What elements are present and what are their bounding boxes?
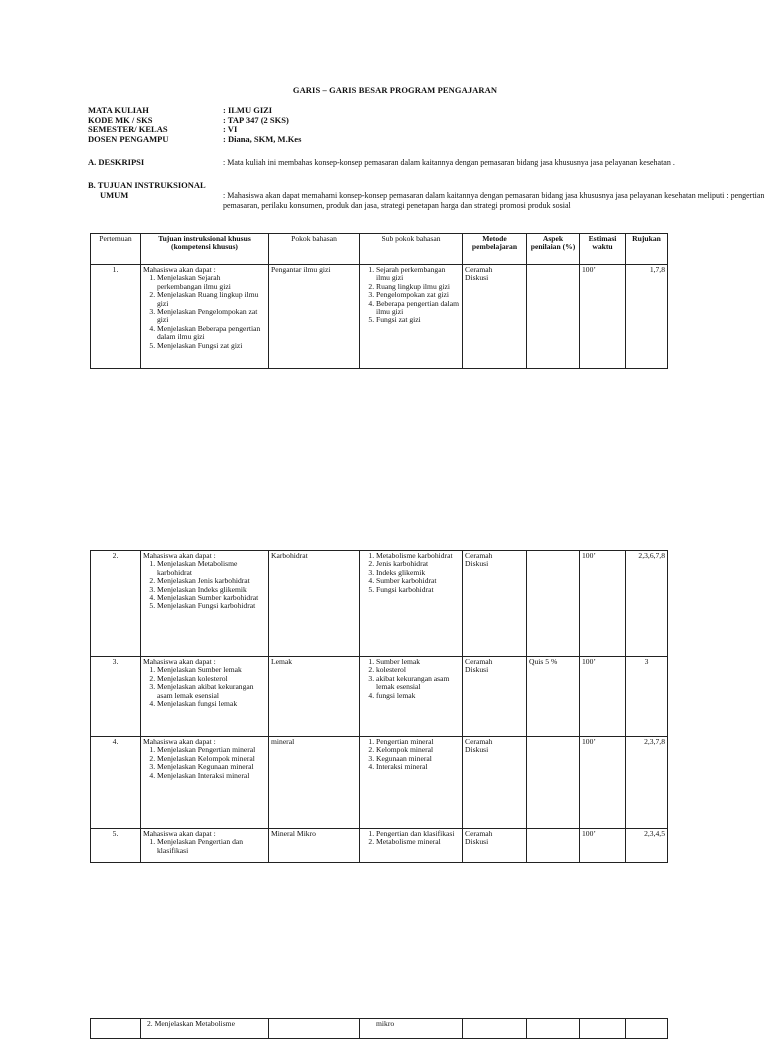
- cell-metode: [463, 737, 527, 829]
- section-heading-line: B. TUJUAN INSTRUKSIONAL: [88, 180, 206, 190]
- cell-estimasi: [580, 1019, 626, 1039]
- list-item: 3. Menjelaskan Indeks glikemik: [157, 586, 266, 594]
- list-item: 4. Sumber karbohidrat: [376, 577, 460, 585]
- cell-aspek: [527, 737, 580, 829]
- tujuan-intro: Mahasiswa akan dapat :: [143, 829, 216, 838]
- list-item: 5. Menjelaskan Fungsi zat gizi: [157, 342, 266, 350]
- cell-sub-pokok: [360, 829, 463, 863]
- cell-rujukan: [626, 1019, 668, 1039]
- list-item: 2. Jenis karbohidrat: [376, 560, 460, 568]
- list-item: 4. Beberapa pengertian dalam ilmu gizi: [376, 300, 460, 317]
- section-heading: A. DESKRIPSI: [88, 157, 145, 167]
- table-row: [91, 737, 668, 829]
- list-item: 5. Menjelaskan Fungsi karbohidrat: [157, 602, 266, 610]
- list-item: 4. fungsi lemak: [376, 692, 460, 700]
- list-item: 4. Menjelaskan Interaksi mineral: [157, 772, 266, 780]
- list-item: 2. kolesterol: [376, 666, 460, 674]
- list-item: 2. Menjelaskan Jenis karbohidrat: [157, 577, 266, 585]
- cell-pertemuan: 5.: [91, 829, 141, 863]
- cell-pertemuan: 1.: [91, 265, 141, 369]
- document-title: GARIS – GARIS BESAR PROGRAM PENGAJARAN: [292, 85, 498, 95]
- tujuan-cut: 2. Menjelaskan Metabolisme: [147, 1019, 235, 1028]
- cell-metode: [463, 657, 527, 737]
- list-item: 3. Menjelaskan Kegunaan mineral: [157, 763, 266, 771]
- tujuan-intro: Mahasiswa akan dapat :: [143, 657, 216, 666]
- cell-pokok: Lemak: [269, 657, 360, 737]
- list-item: 1. Sejarah perkembangan ilmu gizi: [376, 266, 460, 283]
- cell-aspek: [527, 265, 580, 369]
- table-row: [91, 657, 668, 737]
- table-row: [91, 265, 668, 369]
- info-value: : Diana, SKM, M.Kes: [223, 133, 302, 144]
- metode-item: Ceramah: [465, 265, 493, 274]
- list-item: 3. Indeks glikemik: [376, 569, 460, 577]
- list-item: 1. Menjelaskan Sejarah perkembangan ilmu gizi: [157, 274, 266, 291]
- tujuan-intro: Mahasiswa akan dapat :: [143, 737, 216, 746]
- cell-metode: [463, 551, 527, 657]
- list-item: 3. akibat kekurangan asam lemak esensial: [376, 675, 460, 692]
- list-item: 4. Interaksi mineral: [376, 763, 460, 771]
- cell-sub-pokok: [360, 657, 463, 737]
- cell-rujukan: 3: [626, 657, 668, 737]
- syllabus-table-part-2: [90, 550, 668, 863]
- tujuan-intro: Mahasiswa akan dapat :: [143, 551, 216, 560]
- metode-item: Diskusi: [465, 559, 489, 569]
- cell-tujuan: [141, 1019, 269, 1039]
- cell-sub-pokok: [360, 1019, 463, 1039]
- metode-item: Ceramah: [465, 737, 493, 746]
- metode-item: Diskusi: [465, 837, 489, 847]
- list-item: 1. Pengertian mineral: [376, 738, 460, 746]
- list-item: 2. Ruang lingkup ilmu gizi: [376, 283, 460, 291]
- cell-pokok: [269, 1019, 360, 1039]
- list-item: 5. Fungsi karbohidrat: [376, 586, 460, 594]
- header-metode: Metode pembelajaran: [463, 234, 527, 265]
- info-label: MATA KULIAH: [88, 105, 149, 115]
- section-deskripsi: [88, 158, 708, 180]
- table-row: [91, 551, 668, 657]
- cell-aspek: [527, 1019, 580, 1039]
- cell-sub-pokok: [360, 265, 463, 369]
- list-item: 2. Metabolisme mineral: [376, 838, 460, 846]
- list-item: 1. Sumber lemak: [376, 658, 460, 666]
- list-item: 3. Menjelaskan akibat kekurangan asam lemak esensial: [157, 683, 266, 700]
- info-label: KODE MK / SKS: [88, 114, 153, 125]
- list-item: 1. Menjelaskan Sumber lemak: [157, 666, 266, 674]
- metode-item: Diskusi: [465, 745, 489, 755]
- cell-rujukan: 2,3,4,5: [626, 829, 668, 863]
- cell-pokok: Pengantar ilmu gizi: [269, 265, 360, 369]
- list-item: 4. Menjelaskan Beberapa pengertian dalam ilmu gizi: [157, 325, 266, 342]
- list-item: 2. Menjelaskan kolesterol: [157, 675, 266, 683]
- metode-item: Diskusi: [465, 665, 489, 675]
- cell-tujuan: [141, 737, 269, 829]
- info-value: : VI: [223, 124, 238, 134]
- list-item: 3. Kegunaan mineral: [376, 755, 460, 763]
- syllabus-table-part-3: [90, 1018, 668, 1039]
- course-info: [88, 106, 301, 144]
- cell-sub-pokok: [360, 551, 463, 657]
- metode-item: Diskusi: [465, 273, 489, 283]
- info-value: : ILMU GIZI: [223, 105, 273, 115]
- list-item: 1. Menjelaskan Metabolisme karbohidrat: [157, 560, 266, 577]
- cell-estimasi: 100’: [580, 265, 626, 369]
- section-heading: [88, 181, 223, 200]
- header-pokok: Pokok bahasan: [269, 234, 360, 265]
- syllabus-table-part-1: [90, 233, 668, 369]
- list-item: 1. Metabolisme karbohidrat: [376, 552, 460, 560]
- cell-estimasi: 100’: [580, 551, 626, 657]
- table-row: [91, 829, 668, 863]
- cell-metode: [463, 1019, 527, 1039]
- metode-item: Ceramah: [465, 829, 493, 838]
- cell-tujuan: [141, 829, 269, 863]
- cell-tujuan: [141, 657, 269, 737]
- cell-tujuan: [141, 265, 269, 369]
- metode-item: Ceramah: [465, 551, 493, 560]
- header-sub-pokok: Sub pokok bahasan: [360, 234, 463, 265]
- header-rujukan: Rujukan: [626, 234, 668, 265]
- header-tujuan: Tujuan instruksional khusus (kompetensi khusus): [141, 234, 269, 265]
- cell-rujukan: 1,7,8: [626, 265, 668, 369]
- cell-sub-pokok: [360, 737, 463, 829]
- section-heading-line: UMUM: [100, 189, 129, 200]
- list-item: 4. Menjelaskan Sumber karbohidrat: [157, 594, 266, 602]
- list-item: 1. Menjelaskan Pengertian mineral: [157, 746, 266, 754]
- cell-aspek: [527, 551, 580, 657]
- cell-rujukan: 2,3,6,7,8: [626, 551, 668, 657]
- info-label: SEMESTER/ KELAS: [88, 124, 168, 134]
- cell-aspek: Quis 5 %: [527, 657, 580, 737]
- info-row-dosen: [88, 135, 301, 145]
- section-text: : Mahasiswa akan dapat memahami konsep-konsep pemasaran dalam kaitannya dengan pemasaran bidang jasa khususnya jasa pelayanan kesehatan meliputi : pengertian pemasaran, perilaku konsumen, produk dan jasa, strategi penetapan harga dan strategi promosi produk sosial: [223, 191, 765, 210]
- list-item: 3. Pengelompokan zat gizi: [376, 291, 460, 299]
- list-item: 5. Fungsi zat gizi: [376, 316, 460, 324]
- info-label: DOSEN PENGAMPU: [88, 133, 169, 144]
- list-item: 3. Menjelaskan Pengelompokan zat gizi: [157, 308, 266, 325]
- cell-estimasi: 100’: [580, 657, 626, 737]
- cell-pertemuan: 2.: [91, 551, 141, 657]
- list-item: 1. Pengertian dan klasifikasi: [376, 830, 460, 838]
- tujuan-intro: Mahasiswa akan dapat :: [143, 265, 216, 274]
- list-item: 2. Kelompok mineral: [376, 746, 460, 754]
- cell-metode: [463, 829, 527, 863]
- list-item: 2. Menjelaskan Ruang lingkup ilmu gizi: [157, 291, 266, 308]
- cell-pokok: mineral: [269, 737, 360, 829]
- cell-pertemuan: [91, 1019, 141, 1039]
- info-value: : TAP 347 (2 SKS): [223, 114, 289, 125]
- metode-item: Ceramah: [465, 657, 493, 666]
- cell-estimasi: 100’: [580, 829, 626, 863]
- cell-pokok: Mineral Mikro: [269, 829, 360, 863]
- section-text: : Mata kuliah ini membahas konsep-konsep pemasaran dalam kaitannya dengan pemasaran bidang jasa khususnya jasa pelayanan kesehatan .: [223, 158, 675, 167]
- table-row: [91, 1019, 668, 1039]
- cell-pertemuan: 3.: [91, 657, 141, 737]
- cell-tujuan: [141, 551, 269, 657]
- cell-pokok: Karbohidrat: [269, 551, 360, 657]
- table-header-row: [91, 234, 668, 265]
- header-pertemuan: Pertemuan: [91, 234, 141, 265]
- cell-estimasi: 100’: [580, 737, 626, 829]
- cell-metode: [463, 265, 527, 369]
- list-item: 2. Menjelaskan Kelompok mineral: [157, 755, 266, 763]
- sub-cut: mikro: [376, 1019, 395, 1028]
- cell-aspek: [527, 829, 580, 863]
- header-aspek: Aspek penilaian (%): [527, 234, 580, 265]
- header-estimasi: Estimasi waktu: [580, 234, 626, 265]
- section-tujuan-umum: [88, 180, 765, 221]
- cell-rujukan: 2,3,7,8: [626, 737, 668, 829]
- list-item: 4. Menjelaskan fungsi lemak: [157, 700, 266, 708]
- list-item: 1. Menjelaskan Pengertian dan klasifikasi: [157, 838, 266, 855]
- cell-pertemuan: 4.: [91, 737, 141, 829]
